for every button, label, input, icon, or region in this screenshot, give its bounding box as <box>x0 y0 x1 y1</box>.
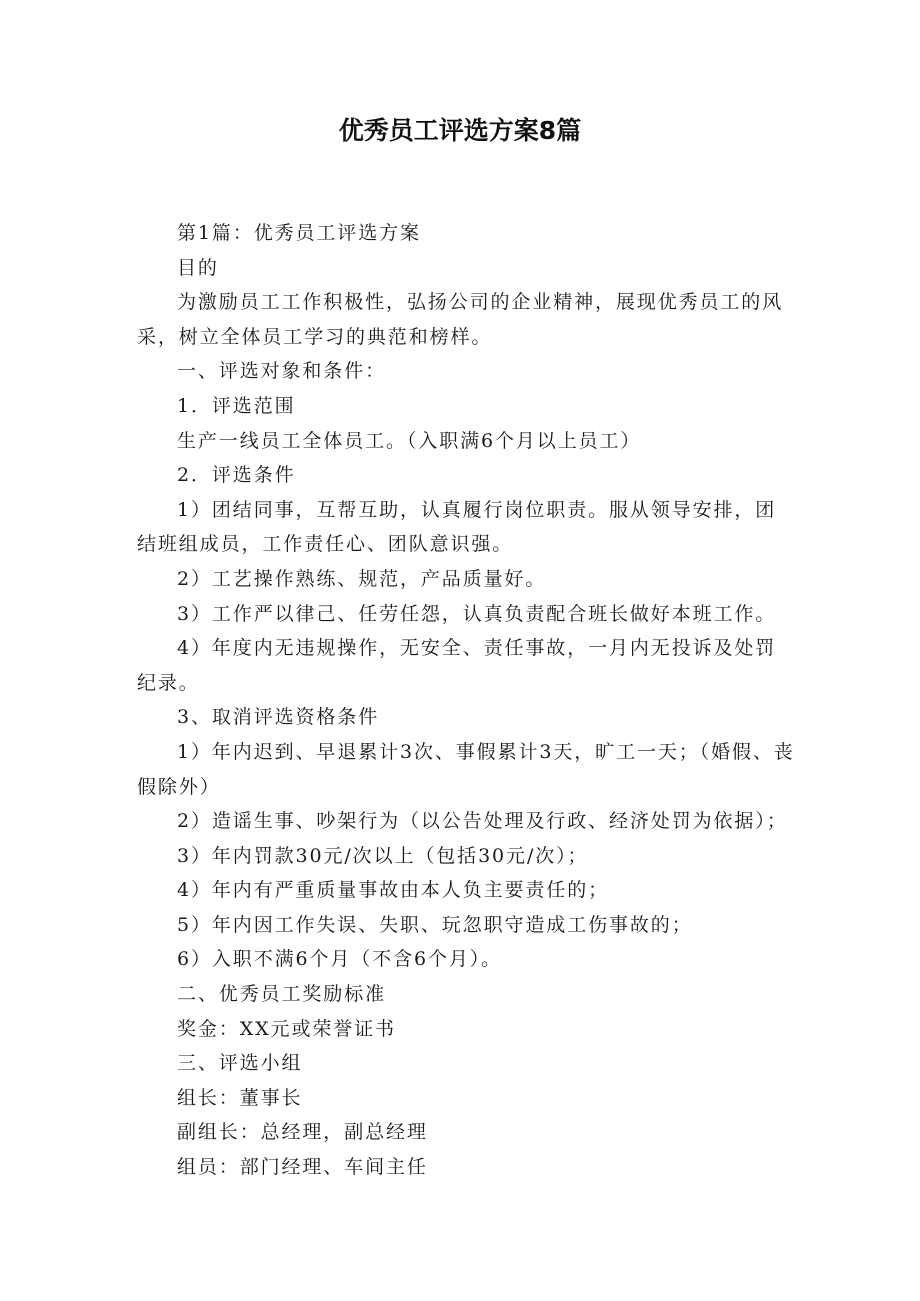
document-title: 优秀员工评选方案8篇 <box>338 116 582 145</box>
subheading-scope: 1．评选范围 <box>177 394 296 417</box>
committee-member: 组员：部门经理、车间主任 <box>177 1156 428 1179</box>
condition-item: 1）团结同事，互帮互助，认真履行岗位职责。服从领导安排，团结班组成员，工作责任心、团队意识强。 <box>137 498 777 556</box>
section-heading-criteria: 一、评选对象和条件： <box>177 360 387 383</box>
article-heading: 第1篇：优秀员工评选方案 <box>177 222 421 244</box>
section-label-purpose: 目的 <box>177 256 219 279</box>
disqualification-item: 1）年内迟到、早退累计3次、事假累计3天，旷工一天；（婚假、丧假除外） <box>137 740 795 798</box>
disqualification-item: 2）造谣生事、吵架行为（以公告处理及行政、经济处罚为依据）； <box>177 810 788 833</box>
document-body <box>137 216 797 1185</box>
scope-paragraph: 生产一线员工全体员工。（入职满6个月以上员工） <box>177 429 642 452</box>
condition-item: 4）年度内无违规操作，无安全、责任事故，一月内无投诉及处罚纪录。 <box>137 637 777 694</box>
disqualification-item: 6）入职不满6个月（不含6个月）。 <box>177 948 503 971</box>
disqualification-item: 4）年内有严重质量事故由本人负主要责任的； <box>177 879 609 902</box>
section-heading-reward: 二、优秀员工奖励标准 <box>177 983 387 1006</box>
subheading-disqualification: 3、取消评选资格条件 <box>177 706 380 729</box>
condition-item: 2）工艺操作熟练、规范，产品质量好。 <box>177 567 547 590</box>
reward-paragraph: 奖金：XX元或荣誉证书 <box>177 1017 396 1040</box>
disqualification-item: 3）年内罚款30元/次以上（包括30元/次）； <box>177 844 589 867</box>
condition-item: 3）工作严以律己、任劳任怨，认真负责配合班长做好本班工作。 <box>177 602 777 625</box>
purpose-paragraph: 为激励员工工作积极性，弘扬公司的企业精神，展现优秀员工的风采，树立全体员工学习的典范和榜样。 <box>137 291 784 348</box>
committee-member: 副组长：总经理，副总经理 <box>177 1121 428 1144</box>
committee-member: 组长：董事长 <box>177 1086 303 1109</box>
disqualification-item: 5）年内因工作失误、失职、玩忽职守造成工伤事故的； <box>177 913 693 936</box>
subheading-conditions: 2．评选条件 <box>177 464 296 487</box>
section-heading-committee: 三、评选小组 <box>177 1052 303 1075</box>
